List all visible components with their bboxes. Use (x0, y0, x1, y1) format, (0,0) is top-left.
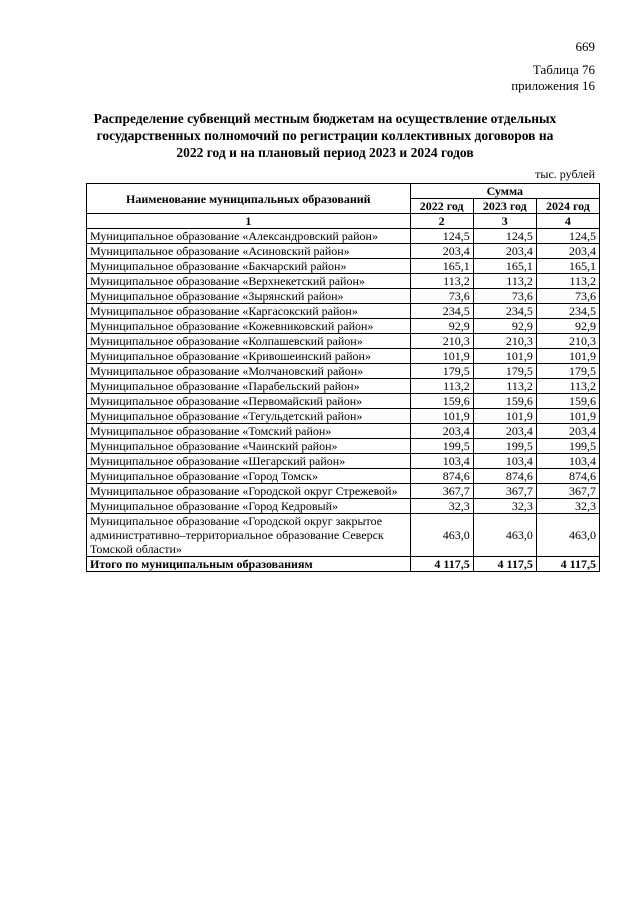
amount-2023: 874,6 (473, 469, 536, 484)
amount-2024: 113,2 (536, 274, 599, 289)
table-row (87, 334, 600, 349)
table-row (87, 229, 600, 244)
municipality-name: Муниципальное образование «Каргасокский район» (87, 304, 411, 319)
title-line: 2022 год и на плановый период 2023 и 2024 годов (176, 145, 474, 160)
total-value-2024: 4 117,5 (536, 557, 599, 572)
column-index: 4 (536, 214, 599, 229)
total-value-2023: 4 117,5 (473, 557, 536, 572)
amount-2022: 203,4 (410, 424, 473, 439)
municipality-name: Муниципальное образование «Город Томск» (87, 469, 411, 484)
amount-2023: 124,5 (473, 229, 536, 244)
amount-2023: 101,9 (473, 409, 536, 424)
amount-2023: 73,6 (473, 289, 536, 304)
municipality-name: Муниципальное образование «Зырянский район» (87, 289, 411, 304)
page-number: 669 (575, 39, 595, 54)
table-number: Таблица 76 (532, 62, 595, 77)
municipality-name: Муниципальное образование «Кожевниковский район» (87, 319, 411, 334)
amount-2024: 874,6 (536, 469, 599, 484)
table-row (87, 259, 600, 274)
table-row (87, 319, 600, 334)
amount-2024: 92,9 (536, 319, 599, 334)
amount-2022: 199,5 (410, 439, 473, 454)
amount-2023: 367,7 (473, 484, 536, 499)
table-row (87, 439, 600, 454)
amount-2022: 463,0 (410, 514, 473, 557)
column-index: 1 (87, 214, 411, 229)
municipality-name: Муниципальное образование «Верхнекетский район» (87, 274, 411, 289)
header-year-2023: 2023 год (473, 199, 536, 214)
amount-2023: 165,1 (473, 259, 536, 274)
municipality-name: Муниципальное образование «Бакчарский район» (87, 259, 411, 274)
table-row (87, 424, 600, 439)
amount-2024: 103,4 (536, 454, 599, 469)
municipality-name: Муниципальное образование «Асиновский район» (87, 244, 411, 259)
total-label: Итого по муниципальным образованиям (87, 557, 411, 572)
amount-2024: 73,6 (536, 289, 599, 304)
table-row (87, 469, 600, 484)
table-row (87, 484, 600, 499)
municipality-name: Муниципальное образование «Молчановский район» (87, 364, 411, 379)
amount-2022: 179,5 (410, 364, 473, 379)
municipality-name: Муниципальное образование «Чаинский район» (87, 439, 411, 454)
amount-2023: 113,2 (473, 379, 536, 394)
table-row (87, 379, 600, 394)
amount-2022: 234,5 (410, 304, 473, 319)
amount-2024: 367,7 (536, 484, 599, 499)
amount-2022: 113,2 (410, 274, 473, 289)
document-title (90, 110, 560, 161)
table-row (87, 349, 600, 364)
column-index: 2 (410, 214, 473, 229)
amount-2022: 165,1 (410, 259, 473, 274)
amount-2024: 32,3 (536, 499, 599, 514)
table-row (87, 244, 600, 259)
municipality-name: Муниципальное образование «Парабельский район» (87, 379, 411, 394)
total-row (87, 557, 600, 572)
amount-2022: 101,9 (410, 349, 473, 364)
amount-2022: 32,3 (410, 499, 473, 514)
table-row (87, 499, 600, 514)
amount-2024: 234,5 (536, 304, 599, 319)
amount-2023: 203,4 (473, 424, 536, 439)
amount-2024: 203,4 (536, 424, 599, 439)
municipality-name: Муниципальное образование «Городской округ закрытое административно–территориальное образование Северск Томской области» (87, 514, 411, 557)
amount-2023: 203,4 (473, 244, 536, 259)
municipality-name: Муниципальное образование «Колпашевский район» (87, 334, 411, 349)
amount-2022: 73,6 (410, 289, 473, 304)
header-year-2022: 2022 год (410, 199, 473, 214)
amount-2024: 101,9 (536, 409, 599, 424)
municipality-name: Муниципальное образование «Городской округ Стрежевой» (87, 484, 411, 499)
units-label: тыс. рублей (535, 167, 595, 181)
amount-2024: 101,9 (536, 349, 599, 364)
amount-2024: 179,5 (536, 364, 599, 379)
table-row (87, 274, 600, 289)
municipality-name: Муниципальное образование «Александровский район» (87, 229, 411, 244)
amount-2022: 159,6 (410, 394, 473, 409)
table-body (87, 229, 600, 557)
title-line: государственных полномочий по регистрации коллективных договоров на (96, 128, 554, 143)
table-row (87, 409, 600, 424)
amount-2022: 101,9 (410, 409, 473, 424)
municipality-name: Муниципальное образование «Первомайский район» (87, 394, 411, 409)
amount-2024: 124,5 (536, 229, 599, 244)
amount-2024: 199,5 (536, 439, 599, 454)
amount-2024: 165,1 (536, 259, 599, 274)
appendix-number: приложения 16 (511, 78, 595, 93)
table-row (87, 304, 600, 319)
column-index-row (87, 214, 600, 229)
municipality-name: Муниципальное образование «Томский район» (87, 424, 411, 439)
municipality-name: Муниципальное образование «Город Кедровый» (87, 499, 411, 514)
title-line: Распределение субвенций местным бюджетам на осуществление отдельных (93, 111, 557, 126)
amount-2024: 463,0 (536, 514, 599, 557)
amount-2024: 159,6 (536, 394, 599, 409)
amount-2023: 92,9 (473, 319, 536, 334)
amount-2023: 210,3 (473, 334, 536, 349)
total-value-2022: 4 117,5 (410, 557, 473, 572)
amount-2023: 234,5 (473, 304, 536, 319)
amount-2022: 92,9 (410, 319, 473, 334)
amount-2023: 463,0 (473, 514, 536, 557)
amount-2023: 199,5 (473, 439, 536, 454)
amount-2022: 103,4 (410, 454, 473, 469)
amount-2022: 210,3 (410, 334, 473, 349)
amount-2022: 203,4 (410, 244, 473, 259)
table-row (87, 289, 600, 304)
header-year-2024: 2024 год (536, 199, 599, 214)
table-row (87, 514, 600, 557)
amount-2024: 203,4 (536, 244, 599, 259)
amount-2022: 367,7 (410, 484, 473, 499)
amount-2023: 179,5 (473, 364, 536, 379)
municipality-name: Муниципальное образование «Кривошеинский район» (87, 349, 411, 364)
amount-2023: 113,2 (473, 274, 536, 289)
table-row (87, 454, 600, 469)
amount-2022: 113,2 (410, 379, 473, 394)
amount-2022: 874,6 (410, 469, 473, 484)
table-row (87, 394, 600, 409)
amount-2023: 103,4 (473, 454, 536, 469)
amount-2022: 124,5 (410, 229, 473, 244)
municipality-name: Муниципальное образование «Шегарский район» (87, 454, 411, 469)
amount-2023: 159,6 (473, 394, 536, 409)
header-sum-column: Сумма (410, 184, 599, 199)
amount-2024: 210,3 (536, 334, 599, 349)
subvention-table (86, 183, 600, 572)
table-reference (511, 62, 595, 94)
municipality-name: Муниципальное образование «Тегульдетский район» (87, 409, 411, 424)
amount-2024: 113,2 (536, 379, 599, 394)
amount-2023: 101,9 (473, 349, 536, 364)
table-row (87, 364, 600, 379)
column-index: 3 (473, 214, 536, 229)
header-name-column: Наименование муниципальных образований (87, 184, 411, 214)
amount-2023: 32,3 (473, 499, 536, 514)
